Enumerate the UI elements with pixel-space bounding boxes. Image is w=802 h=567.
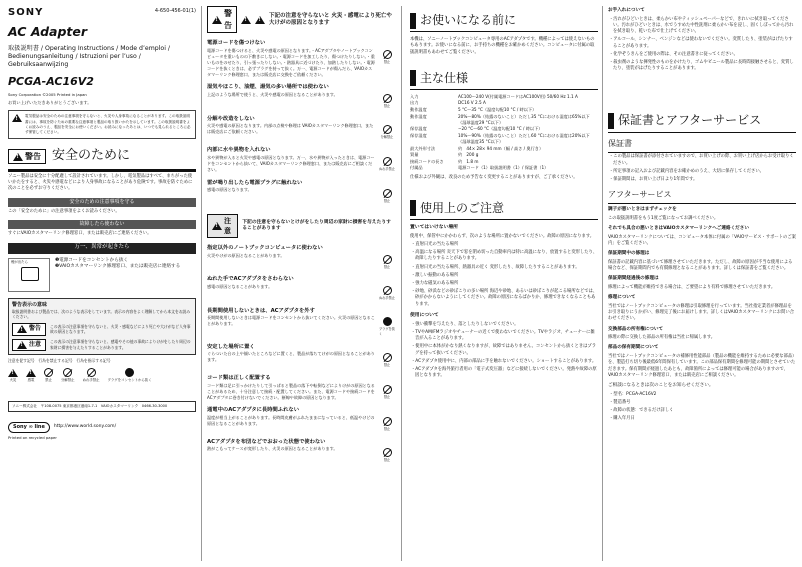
section-item (207, 284, 395, 301)
spec-table (410, 94, 598, 172)
emergency-steps (8, 258, 196, 292)
list-item: ・殺虫剤のような揮発性のものをかけたり、ゴムやビニール製品に長時間接触させると、変質したり、塗装がはげたりすることがあります。 (609, 59, 794, 72)
no-disassemble-icon (63, 368, 72, 377)
prohibit-icon (383, 189, 392, 198)
symbol-label: プラグをコンセントから抜く (107, 377, 152, 382)
section-heading (410, 200, 598, 217)
section-icon (379, 315, 395, 336)
section-item (207, 123, 395, 140)
section-body: ぐらついた台の上や傾いたところなどに置くと、製品が落ちてけがの原因となることがあります。 (207, 351, 375, 363)
subheading: 修理について (608, 295, 636, 301)
section-icon (379, 187, 395, 204)
symbol-label: 火災 (9, 377, 17, 382)
spec-label: 質量 (410, 152, 419, 158)
spec-note: 仕様および外観は、改良のため予告なく変更することがありますが、ご了承ください。 (410, 175, 578, 181)
shock-icon (255, 16, 265, 24)
care-list (608, 17, 796, 73)
heading-block (410, 70, 416, 86)
safety-heading (8, 147, 196, 166)
prohibit-icon (383, 157, 392, 166)
icon-label: ぬれ手禁止 (379, 166, 395, 171)
section-item (207, 253, 395, 270)
icon-label: 禁止 (383, 104, 391, 109)
subheading: お手入れについて (608, 8, 645, 13)
intro-text: お買い上げいただきありがとうございます。 (8, 100, 92, 106)
prohibit-icon (44, 368, 53, 377)
section-item (207, 48, 395, 78)
instruction-section (207, 180, 395, 204)
legend-warning-text: この表示の注意事項を守らないと、火災・感電などにより死亡や大けがなど人身事故の原因となります。 (50, 323, 191, 335)
usage-list (410, 322, 598, 380)
column-divider (401, 6, 402, 561)
subheading: 使用について (410, 312, 439, 318)
prohibit-icon (383, 50, 392, 59)
list-item: ・使用中に本体がかなり熱くなりますが、故障ではありません。コンセントから抜くときはプラグを持って抜いてください。 (411, 344, 597, 356)
spec-value: 20%〜80%（結露のないこと）ただし35 °Cにおける湿度は65%以下（湿球温度29 °C以下） (458, 113, 590, 125)
caution-sections (207, 245, 395, 463)
subheading: アフターサービス (608, 190, 672, 200)
safety-notice-box (8, 110, 196, 139)
icon-label: 禁止 (383, 394, 391, 399)
section-icon (379, 284, 395, 301)
icon-label: 禁止 (383, 427, 391, 432)
section-body: 熱がこもってケースが変形したり、火災の原因となることがあります。 (207, 446, 338, 452)
subheading: 部品の保有期間について (608, 345, 659, 351)
subheading: ご相談になるときは次のことをお知らせください。 (608, 382, 714, 388)
copyright: Sony Corporation ©2005 Printed in Japan (8, 91, 87, 97)
prohibit-icon (383, 255, 392, 264)
section-icon (379, 92, 395, 109)
subheading: 置いてはいけない場所 (410, 224, 458, 230)
section-body: 温度が相当上がることがあります。長時間皮膚がふれたままになっていると、低温やけどの原因となることがあります。 (207, 415, 375, 427)
footer (8, 422, 196, 433)
doc-number: 4-650-456-01(1) (154, 8, 196, 14)
warning-triangle-icon (17, 341, 27, 349)
icon-label: 禁止 (383, 264, 391, 269)
list-item: ・強力な磁気のある場所 (411, 281, 459, 286)
section-text: 本機は、ソニーノートブックコンピュータ専用のACアダプタです。機種によっては使えないものもあります。お使いになる前に、お手持ちの機種をお確かめください。コンピュータに付属の取扱説明書もあわせてご覧ください。 (410, 37, 595, 55)
section-item (207, 187, 395, 204)
instruction-section (207, 308, 395, 337)
section-heading: ACアダプタを布団などでおおった状態で使わない (207, 438, 326, 445)
language-list: 取扱説明書 / Operating Instructions / Mode d’emploi / Bedienungsanleitung / Istruzioni per l’uso / Gebruiksaanwijzing (8, 44, 170, 68)
heading-rule (410, 31, 598, 32)
section-heading: 湿気やほこり、油煙、湯気の多い場所では使わない (207, 84, 329, 91)
heading-block (608, 113, 614, 129)
fire-icon (241, 16, 251, 24)
list-item: ・この製品は保証書が添付されていますので、お買い上げの際、お買い上げ店からお受け取りください。 (609, 154, 794, 166)
section-bar: 故障したら使わない (8, 220, 196, 229)
subheading: 保証書 (608, 139, 632, 149)
unplug-icon (125, 368, 134, 377)
list-item: ・直射日光の当たる場所、熱器具の近く 変形したり、故障したりすることがあります。 (411, 264, 580, 270)
no-wet-hands-icon (87, 368, 96, 377)
emergency-bar: 万一、異常が起きたら (8, 243, 196, 254)
section-icon (379, 155, 395, 173)
steps-list (55, 258, 180, 292)
section-item (207, 415, 395, 432)
prohibit-icon (383, 94, 392, 103)
symbol-label: 分解禁止 (61, 377, 75, 382)
no-disassemble-symbol (61, 368, 75, 383)
prohibit-icon (383, 417, 392, 426)
fire-symbol (8, 369, 18, 383)
instruction-section (207, 407, 395, 431)
symbols-title: 注意を促す記号 行為を禁止する記号 行為を指示する記号 (8, 358, 111, 364)
spec-value: DC16 V 2.5 A (458, 100, 486, 106)
column-divider (602, 6, 603, 561)
section-heading: 指定以外のノートブックコンピュータに使わない (207, 245, 323, 252)
section-text: すぐにVAIOカスタマーリンク修理窓口、または販売店にご連絡ください。 (8, 231, 152, 237)
list-item: ・購入年月日 (609, 416, 635, 422)
list-item: ・砂地、砂浜などの砂ぼこりの多い場所 海辺や砂地、あるいは砂ぼこりが起こる場所などでは、砂がかからないようにしてください。故障の原因になるばかりか、修理できなくなることもあります。 (411, 289, 598, 307)
shock-icon (26, 369, 36, 377)
section-item (207, 446, 395, 463)
product-title: AC Adapter (8, 23, 88, 39)
instruction-section (207, 344, 395, 368)
list-item: ・直射日光の当たる場所 (411, 241, 459, 247)
list-item: ・強い衝撃を与えたり、落としたりしないでください。 (411, 321, 519, 327)
prohibit-icon (383, 286, 392, 295)
icon-label: 禁止 (383, 199, 391, 204)
section-item (207, 315, 395, 336)
section-text: 当社ではノートブックコンピュータの修理は引取修理を行っています。当社指定業者が修理品をお引き取りにうかがい、修理完了後にお届けします。詳しくはVAIOカスタマーリンクにお問い合わせください。 (608, 303, 794, 322)
section-text: 修理によって機能が維持できる場合は、ご要望により有料で修理させていただきます。 (608, 285, 776, 291)
heading-rule (8, 169, 196, 172)
section-item (207, 92, 395, 109)
section-body: 長期間使用しないときは電源コードをコンセントから抜いてください。火災の原因となることがあります。 (207, 315, 375, 327)
warning-badge-label: 警告 (25, 151, 41, 161)
section-title: お使いになる前に (420, 13, 517, 27)
instruction-section (207, 147, 395, 172)
section-icon (379, 123, 395, 140)
icon-label: ぬれ手禁止 (379, 296, 395, 301)
legend-caution-row (12, 339, 192, 352)
warning-header (207, 6, 395, 33)
list-item: ・アルコール、シンナー、ベンジンなどは使わないでください。変質したり、塗装がはげたりすることがあります。 (609, 37, 793, 49)
section-heading: 雷が鳴り出したら電源プラグに触れない (207, 179, 303, 186)
sony-line-logo: Sony ∞ line (8, 422, 50, 433)
section-body: 水や異物が入ると火災や感電の原因となります。万一、水や異物が入ったときは、電源コードをコンセントから抜いて、VAIOカスタマーリンク修理窓口、または販売店にご相談ください。 (207, 154, 375, 172)
section-title: 保証書とアフターサービス (618, 113, 762, 128)
subheading: それでも具合の悪いときはVAIOカスタマーリンクへご連絡ください (608, 226, 749, 232)
icon-label: 禁止 (383, 363, 391, 368)
safety-title: 安全のために (52, 148, 131, 164)
heading-rule (608, 132, 796, 133)
sony-url[interactable]: http://www.world.sony.com/ (53, 424, 117, 430)
warning-sections (207, 40, 395, 204)
section-heading: 通電中のACアダプタに長時間ふれない (207, 407, 299, 414)
step-1: ❶電源コードをコンセントから抜く (55, 257, 129, 263)
subheading: 調子が悪いときはまずチェックを (608, 207, 677, 213)
fire-icon (8, 369, 18, 377)
caution-badge (12, 339, 46, 352)
spec-value: −20 °C〜60 °C（温度勾配10 °C / 時以下） (458, 126, 543, 132)
section-body: 火災やけがの原因となることがあります。 (207, 252, 285, 258)
section-body: 火災や感電の原因となります。内部の点検や修理は VAIOカスタマーリンク修理窓口、または販売店にご依頼ください。 (207, 123, 374, 135)
instruction-section (207, 439, 395, 463)
spec-value: 電源コード（1）取扱説明書（1）/ 保証書（1） (458, 165, 549, 171)
header (8, 6, 196, 21)
section-text: この「安全のために」の注意事項をよくお読みください。 (8, 208, 120, 214)
warning-triangle-icon (212, 222, 222, 230)
instruction-section (207, 116, 395, 140)
warning-header-text: 下記の注意を守らないと 火災・感電により死亡や大けがの原因となります (269, 12, 392, 26)
icon-label: 禁止 (383, 458, 391, 463)
section-text: VAIOカスタマーリンクについては、コンピュータ本体に付属の「VAIOサービス・サポートのご案内」をご覧ください。 (608, 234, 796, 247)
warning-triangle-icon (212, 16, 222, 24)
section-bar: 安全のための注意事項を守る (8, 198, 196, 207)
prohibit-icon (383, 353, 392, 362)
list-item: ・所定事項の記入および記載内容をお確かめのうえ、大切に保存してください。 (609, 168, 764, 174)
legend-intro: 取扱説明書および製品では、次のような表示をしています。表示の内容をよく理解してから本文をお読みください。 (12, 308, 191, 320)
spec-value: 10%〜90%（結露のないこと）ただし60 °Cにおける湿度は20%以下（湿球温度35 °C以下） (458, 132, 590, 144)
column-2 (207, 6, 395, 463)
column-1 (8, 6, 196, 441)
spec-label: 動作湿度 (410, 113, 427, 119)
instruction-section (207, 84, 395, 108)
section-text: 修理の際に交換した部品の所有権は当社に帰属します。 (608, 335, 716, 341)
section-icon (379, 383, 395, 401)
spec-label: 付属品 (410, 165, 423, 171)
symbol-label: ぬれ手禁止 (82, 377, 100, 382)
list-item: ・高温になる場所 炎天下で窓を閉め切った自動車内は特に高温になり、放置すると変形したり、故障したりすることがあります。 (411, 250, 598, 262)
instruction-section (207, 276, 395, 300)
places-list (410, 242, 598, 308)
icon-label: 禁止 (383, 59, 391, 64)
subheading: 交換部品の所有権について (608, 326, 664, 332)
warning-triangle-icon (12, 114, 22, 122)
section-icon (379, 446, 395, 463)
plug-icon (21, 267, 39, 281)
section-body: 感電の原因となります。 (207, 187, 252, 193)
section-heading: 電源コードを傷つけない (207, 40, 266, 47)
section-text: この取扱説明書をもう1度ご覧になってお調べください。 (608, 215, 719, 221)
warning-badge-label: 警告 (29, 324, 42, 332)
spec-label: 保存湿度 (410, 132, 427, 138)
icon-label: 分解禁止 (380, 135, 394, 140)
spec-label: 出力 (410, 100, 419, 106)
prohibit-icon (383, 448, 392, 457)
section-text: 保証書の記載内容に基づいて修理させていただきます。ただし、故障の原因が不当な使用による場合など、保証期間内でも有償修理となることがあります。詳しくは保証書をご覧ください。 (608, 259, 793, 272)
section-body: コード類は足に引っかけたりして引っぱると製品の落下や転倒などによりけがの原因となることがあるため、十分注意して接続・配置してください。また、電源コードや接続コードをACアダプタに巻き付けないでください。断線や故障の原因となります。 (207, 382, 375, 400)
list-item: ・製造番号 (609, 399, 631, 405)
list-item: ・型名：PCGA-AC16V2 (609, 391, 657, 397)
prohibit-symbol (44, 368, 53, 383)
column-4 (608, 6, 796, 423)
prohibit-icon (383, 125, 392, 134)
instruction-section (207, 40, 395, 77)
section-body: 上記のような場所で使うと、火災や感電の原因となることがあります。 (207, 92, 338, 98)
legend-warning-row (12, 323, 192, 336)
support-box: ソニー株式会社 〒108-0075 東京都港区港南1-7-1 VAIOカスタマーリンク 0466-30-3000 (8, 401, 196, 412)
instruction-section (207, 375, 395, 400)
list-item: ・ACアダプタ使用中に、内部の部品に手を触れないでください。ショートすることがあります。 (411, 358, 597, 364)
heading-rule (410, 89, 598, 90)
unplug-symbol (108, 368, 152, 383)
warranty-list (608, 154, 796, 183)
spec-label: 最大外形寸法 (410, 145, 436, 151)
warning-badge (8, 149, 46, 165)
spec-label: 動作温度 (410, 107, 427, 112)
heading-rule (410, 219, 598, 220)
instruction-section (207, 245, 395, 269)
heading-block (410, 13, 416, 29)
section-icon (379, 48, 395, 78)
warning-badge (207, 6, 237, 33)
spec-value: 5 °C〜35 °C（温度勾配10 °C / 時以下） (458, 107, 537, 112)
spec-value: 約 200 g (458, 152, 479, 158)
section-heading (410, 12, 598, 29)
legend-box (8, 298, 196, 356)
spec-value: AC100〜240 V(付属電源コードはAC100V用) 50/60 Hz 1.1 A (458, 93, 578, 99)
section-heading: 安定した場所に置く (207, 343, 255, 350)
step-2: ❷VAIOカスタマーリンク修理窓口、または販売店に連絡する (55, 264, 181, 270)
legend-caution-text: この表示の注意事項を守らないと、感電やその他の事故によりけがをしたり周辺の家財に損害を与えたりすることがあります。 (50, 339, 191, 350)
caution-badge-label: 注意 (224, 216, 231, 235)
warning-triangle-icon (17, 325, 27, 333)
section-item (207, 351, 395, 368)
icon-label: プラグを抜く (379, 327, 395, 337)
section-heading (608, 112, 796, 129)
list-item: ・汚れがひどいときは、柔らかい布やティッシュペーパーなどで、きれいに拭き取ってください。汚れがひどいときは、水でうすめた中性洗剤に柔らかい布を浸し、固くしぼってから汚れを拭き取り、乾いた布で仕上げてください。 (609, 16, 794, 35)
section-body: 電源コードを傷つけると、火災や感電の原因となります。・ACアダプタやノートブックコンピュータを重いものの下敷きにしない。・電源コードを加工したり、傷つけたりしない。・重いものをのせたり、引っ張ったりしない。・熱器具に近づけたり、加熱したりしない。・電源コードを抜くときは、必ずプラグを持って抜く。万一、電源コードが傷んだら、VAIOカスタマーリンク修理窓口、または販売店に交換をご依頼ください。 (207, 47, 375, 77)
safety-text: ソニー製品は安全に十分配慮して設計されています。しかし、電気製品はすべて、まちがった使いかたをすると、火災や感電などにより人身事故になることがあり危険です。事故を防ぐために次のことを必ずお守りください。 (8, 174, 193, 192)
sony-logo: SONY (8, 7, 44, 18)
list-item: ・故障の状態：できるだけ詳しく (609, 408, 674, 414)
legend-title: 警告表示の意味 (12, 301, 48, 308)
caution-badge (207, 214, 238, 238)
warning-triangle-icon (13, 153, 23, 161)
list-item: ・ACアダプタを海外旅行者用の「電子式変圧器」などに接続しないでください。発熱や故障の原因となります。 (411, 367, 597, 379)
prohibit-icon (383, 317, 392, 326)
spec-value: 約 1.8 m (458, 158, 479, 164)
caution-badge-label: 注意 (29, 340, 42, 348)
figure-caption: 煙が出たら (11, 259, 28, 264)
heading-block (410, 200, 416, 216)
section-heading: 長期間使用しないときは、ACアダプタを外す (207, 307, 315, 314)
unplug-illustration (8, 258, 50, 292)
spec-label: 接続コードの長さ (410, 158, 444, 164)
section-heading (410, 70, 598, 87)
prohibit-icon (383, 385, 392, 394)
section-text: 使用中、保管中にかかわらず、次のような場所に置かないでください。故障の原因になります。 (410, 233, 595, 239)
section-heading: ぬれた手でACアダプタをさわらない (207, 276, 294, 283)
caution-header-text: 下記の注意を守らないとけがをしたり周辺の家財に損害を与えたりすることがあります (242, 220, 391, 231)
symbol-label: 感電 (27, 377, 35, 382)
subheading: 保証期間中の修理は (608, 251, 650, 257)
section-title: 主な仕様 (420, 70, 469, 85)
spec-label: 入力 (410, 93, 419, 99)
recycled-note: Printed on recycled paper (8, 435, 57, 441)
column-3 (410, 6, 598, 380)
section-title: 使用上のご注意 (420, 200, 505, 215)
section-icon (379, 415, 395, 432)
no-wet-hands-symbol (83, 368, 100, 383)
model-number: PCGA-AC16V2 (8, 74, 94, 88)
safety-notice-text: 電気製品は安全のための注意事項を守らないと、火災や人身事故になることがあります。この取扱説明書には、事故を防ぐための重要な注意事項と製品の取り扱いかたを示しています。この取扱説明書をよくお読みのうえ、製品を安全にお使いください。お読みになったあとは、いつでも見られるところに必ず保管してください。 (25, 114, 191, 134)
section-item (207, 155, 395, 173)
caution-header (207, 214, 395, 238)
symbols-row (8, 368, 196, 383)
spec-label: 保存温度 (410, 126, 427, 132)
contact-list (608, 392, 796, 423)
section-heading: 分解や改造をしない (207, 115, 255, 122)
subheading: 保証期間経過後の修理は (608, 276, 659, 282)
section-icon (379, 351, 395, 368)
section-heading: コード類は正しく配置する (207, 375, 271, 382)
list-item: ・化学ぞうきんをご使用の際は、その注意書きに従ってください。 (609, 51, 738, 57)
warning-badge (12, 323, 46, 336)
section-body: 感電の原因となることがあります。 (207, 284, 273, 290)
symbol-label: 禁止 (45, 377, 52, 382)
section-text: 当社ではノートブックコンピュータの補修用性能部品（製品の機能を維持するために必要な部品）を、製造打ち切り後最低6年間保有しています。この部品保有期間を修理可能の期間とさせていただきます。保有期間が経過したあとも、故障箇所によっては修理可能の場合がありますので、VAIOカスタマーリンク修理窓口、または販売店にご相談ください。 (608, 354, 796, 378)
section-heading: 内部に水や異物を入れない (207, 147, 271, 154)
spec-value: 約 44× 28× 94 mm（幅 / 高さ / 奥行き） (458, 145, 544, 151)
list-item: ・TVやAM/FMラジオやチューナーの近くで使わないでください。TVやラジオ、チューナーに雑音が入ることがあります。 (411, 330, 595, 342)
list-item: ・保証期間は、お買い上げ日より1年間です。 (609, 177, 698, 183)
list-item: ・激しい振動のある場所 (411, 272, 459, 278)
shock-symbol (26, 369, 36, 383)
section-icon (379, 253, 395, 270)
warning-badge-label: 警告 (224, 9, 232, 30)
column-divider (201, 6, 202, 561)
section-item (207, 383, 395, 401)
